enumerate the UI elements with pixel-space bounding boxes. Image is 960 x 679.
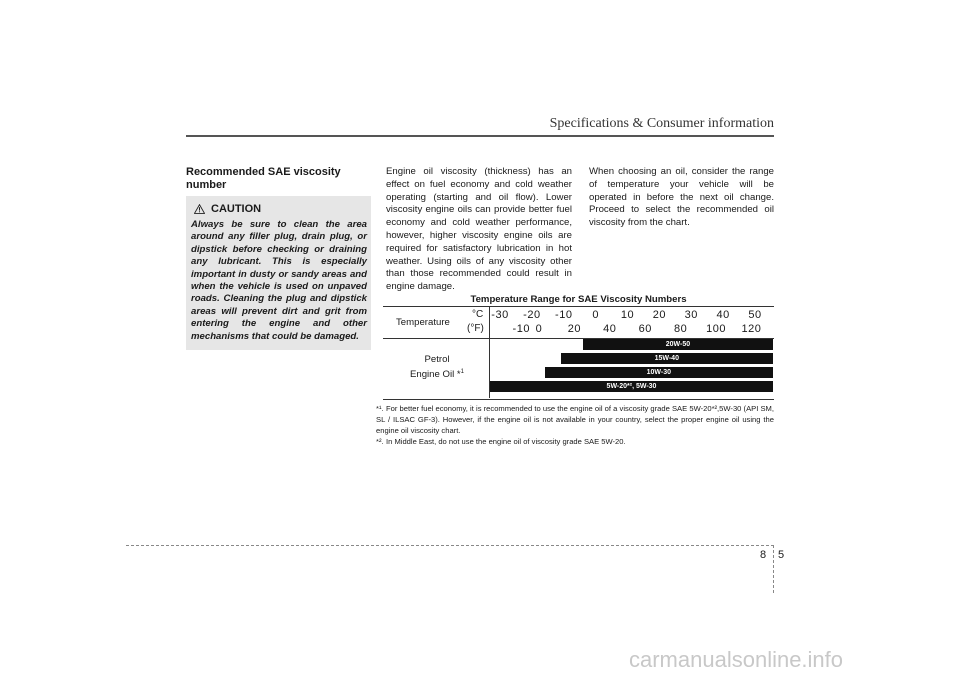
viscosity-paragraph: Engine oil viscosity (thickness) has an effect on fuel economy and cold weather operating (starting and oil flow). Lower viscosity engine oils can provide better fuel economy and cold weather performance, however, higher viscosity engine oils are required for satisfactory lubrication in hot weather. Using oils of any viscosity other than those recommended could result in engine damage. (386, 166, 572, 293)
fahrenheit-tick-label: 120 (741, 323, 762, 335)
footnote-1 (376, 403, 774, 436)
watermark: carmanualsonline.info (629, 647, 844, 672)
page-number: 5 (778, 549, 785, 561)
fahrenheit-tick-label: 20 (567, 323, 581, 335)
oil-choice-paragraph: When choosing an oil, consider the range of temperature your vehicle will be operated in before the next oil change. Proceed to select the recommended oil viscosity from the chart. (589, 166, 774, 229)
section-heading: Recommended SAE viscosity number (186, 166, 341, 191)
page-chapter: 8 (760, 549, 767, 561)
chart-title: Temperature Range for SAE Viscosity Numbers (470, 294, 687, 305)
viscosity-band: 15W-40 (561, 353, 773, 364)
celsius-tick-label: -10 (555, 309, 573, 321)
fahrenheit-tick-label: 80 (674, 323, 688, 335)
footnote-1-mark: *¹. (376, 404, 384, 413)
caution-title: CAUTION (211, 203, 262, 215)
petrol-label: Petrol (424, 354, 450, 365)
footnote-2-mark: *². (376, 437, 384, 446)
celsius-tick-label: 30 (684, 309, 698, 321)
celsius-tick-label: -30 (491, 309, 509, 321)
celsius-tick-label: 40 (716, 309, 730, 321)
viscosity-band: 20W-50 (583, 339, 773, 350)
celsius-tick-label: 50 (748, 309, 762, 321)
fahrenheit-tick-label: 100 (706, 323, 726, 335)
fahrenheit-tick-label: -10 (512, 323, 530, 335)
engine-oil-label: Engine Oil * (409, 369, 461, 381)
page-number-divider (773, 545, 774, 593)
fahrenheit-tick-label: 40 (603, 323, 617, 335)
celsius-tick-label: 20 (652, 309, 666, 321)
fahrenheit-tick-label: 0 (535, 323, 543, 335)
fahrenheit-tick-label: 60 (638, 323, 652, 335)
celsius-tick-label: 0 (592, 309, 599, 321)
viscosity-band: 5W-20*², 5W-30 (490, 381, 773, 392)
celsius-tick-label: -20 (523, 309, 541, 321)
footnote-2-text: In Middle East, do not use the engine oil of viscosity grade SAE 5W-20. (386, 437, 626, 446)
celsius-tick-label: 10 (620, 309, 635, 321)
temperature-label: Temperature (396, 317, 450, 328)
fahrenheit-unit: (°F) (467, 323, 484, 334)
engine-oil-footnote-mark: 1 (460, 369, 464, 375)
footnote-2 (376, 436, 774, 447)
section-title: Specifications & Consumer information (549, 116, 774, 131)
celsius-unit: °C (472, 309, 484, 320)
caution-text: Always be sure to clean the area around any filler plug, drain plug, or dipstick before checking or draining any lubricant. This is especially important in dusty or sandy areas and when the vehicle is used on unpaved roads. Cleaning the plug and dipstick areas will prevent dirt and grit from entering the engine and other mechanisms that could be damaged. (191, 219, 367, 342)
footnote-1-text: For better fuel economy, it is recommended to use the engine oil of a viscosity grade SAE 5W-20*²,5W-30 (API SM, SL / ILSAC GF-3). However, if the engine oil is not available in your country, select the proper engine oil using the engine oil viscosity chart. (376, 404, 774, 435)
page-number-rule (126, 545, 774, 546)
viscosity-band: 10W-30 (545, 367, 773, 378)
